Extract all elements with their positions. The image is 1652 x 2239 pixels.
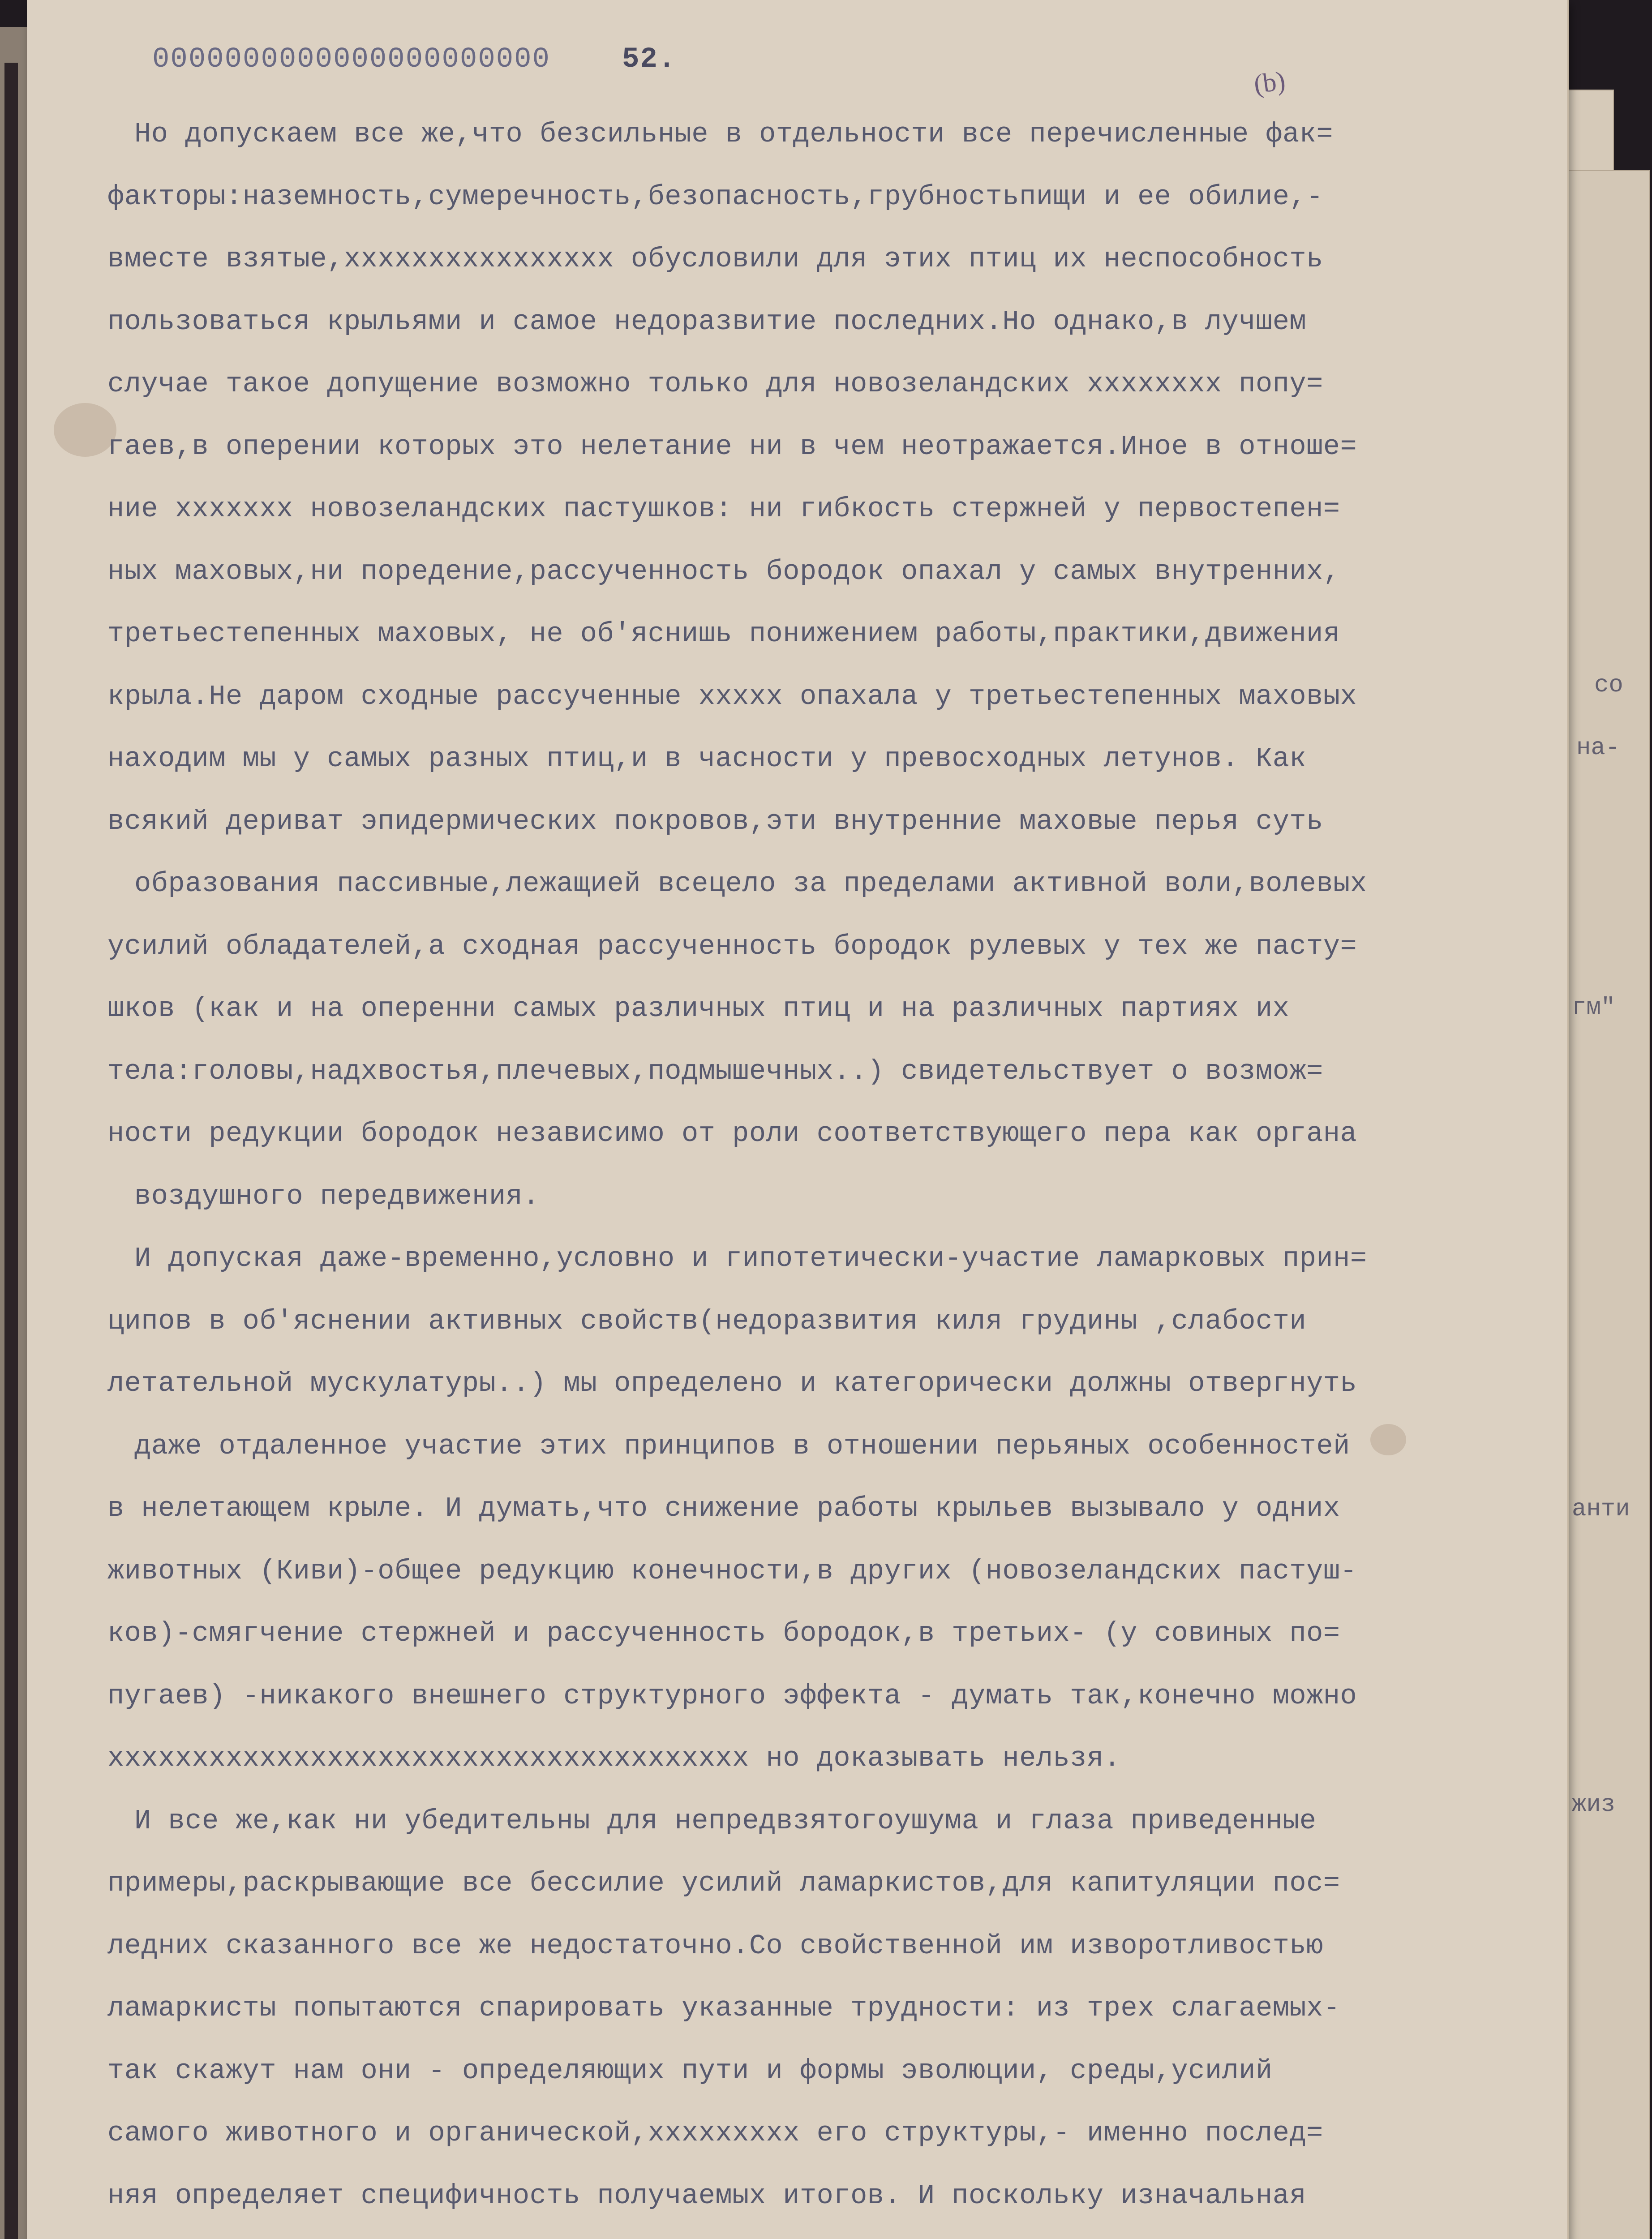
- page-header: [152, 39, 676, 80]
- text-line: ние xxxxxxx новозеландских пастушков: ни гибкость стержней у первостепен=: [107, 493, 1340, 525]
- text-line: пугаев) -никакого внешнего структурного эффекта - думать так,конечно можно: [107, 1680, 1357, 1712]
- text-line: всякий дериват эпидермических покровов,эти внутренние маховые перья суть: [107, 805, 1323, 837]
- side-fragment: анти: [1572, 1496, 1630, 1523]
- text-line: шков (как и на оперенни самых различных птиц и на различных партиях их: [107, 993, 1290, 1025]
- header-zeros: 0000000000000000000000: [152, 43, 550, 76]
- page-number: 52.: [622, 43, 677, 76]
- body-text: [107, 103, 1572, 2239]
- text-line: летательной мускулатуры..) мы определено и категорически должны отвергнуть: [107, 1368, 1357, 1399]
- text-line: животных (Киви)-общее редукцию конечности,в других (новозеландских пастуш-: [107, 1555, 1357, 1587]
- text-line: няя определяет специфичность получаемых итогов. И поскольку изначальная: [107, 2179, 1307, 2212]
- text-line: ледних сказанного все же недостаточно.Со свойственной им изворотливостью: [107, 1930, 1323, 1962]
- corner-mark: (b): [1252, 65, 1287, 99]
- text-line: крыла.Не даром сходные рассученные xxxxx опахала у третьестепенных маховых: [107, 680, 1357, 712]
- text-line: случае такое допущение возможно только для новозеландских xxxxxxxx попу=: [107, 368, 1323, 400]
- side-fragment: гм": [1572, 994, 1616, 1021]
- text-line: воздушного передвижения.: [134, 1180, 540, 1212]
- stain: [54, 403, 116, 457]
- text-line: И допуская даже-временно,условно и гипотетически-участие ламарковых прин=: [134, 1243, 1367, 1274]
- text-line: примеры,раскрывающие все бессилие усилий ламаркистов,для капитуляции пос=: [107, 1867, 1340, 1899]
- text-line: образования пассивные,лежащией всецело за пределами активной воли,волевых: [134, 868, 1367, 900]
- text-line: пользоваться крыльями и самое недоразвитие последних.Но однако,в лучшем: [107, 305, 1307, 338]
- text-line: Но допускаем все же,что безсильные в отдельности все перечисленные фак=: [134, 118, 1334, 150]
- typewritten-page: [27, 0, 1569, 2239]
- text-line: ности редукции бородок независимо от роли соответствующего пера как органа: [107, 1118, 1357, 1150]
- text-line: так скажут нам они - определяющих пути и формы эволюции, среды,усилий: [107, 2055, 1273, 2087]
- text-line: [107, 2227, 1572, 2239]
- text-line: ламаркисты попытаются спарировать указанные трудности: из трех слагаемых-: [107, 1992, 1340, 2024]
- text-line: вместе взятые,xxxxxxxxxxxxxxxx обусловили для этих птиц их неспособность: [107, 243, 1323, 275]
- text-line: находим мы у самых разных птиц,и в часности у превосходных летунов. Как: [107, 743, 1307, 775]
- text-line: в нелетающем крыле. И думать,что снижение работы крыльев вызывало у одних: [107, 1493, 1340, 1524]
- text-line: тела:головы,надхвостья,плечевых,подмышечных..) свидетельствует о возмож=: [107, 1055, 1323, 1087]
- text-line: ков)-смягчение стержней и рассученность бородок,в третьих- (у совиных по=: [107, 1617, 1340, 1649]
- binding-edge: [4, 63, 18, 2239]
- text-line: факторы:наземность,сумеречность,безопасность,грубностьпищи и ее обилие,-: [107, 180, 1323, 213]
- text-line: xxxxxxxxxxxxxxxxxxxxxxxxxxxxxxxxxxxxxx но доказывать нельзя.: [107, 1742, 1121, 1774]
- text-line: ных маховых,ни поредение,рассученность бородок опахал у самых внутренних,: [107, 555, 1340, 588]
- text-line: третьестепенных маховых, не об'яснишь понижением работы,практики,движения: [107, 618, 1340, 650]
- text-line: усилий обладателей,а сходная рассученность бородок рулевых у тех же пасту=: [107, 930, 1357, 962]
- side-fragment: на-: [1576, 734, 1620, 762]
- text-line: ципов в об'яснении активных свойств(недоразвития киля грудины ,слабости: [107, 1305, 1307, 1337]
- text-line: гаев,в оперении которых это нелетание ни в чем неотражается.Иное в отноше=: [107, 430, 1357, 463]
- text-line: самого животного и органической,xxxxxxxxx его структуры,- именно послед=: [107, 2117, 1323, 2149]
- side-fragment: жиз: [1572, 1791, 1616, 1819]
- side-fragment: со: [1594, 672, 1623, 699]
- text-line: И все же,как ни убедительны для непредвзятогоушума и глаза приведенные: [134, 1805, 1317, 1837]
- text-line: даже отдаленное участие этих принципов в отношении перьяных особенностей: [134, 1430, 1350, 1462]
